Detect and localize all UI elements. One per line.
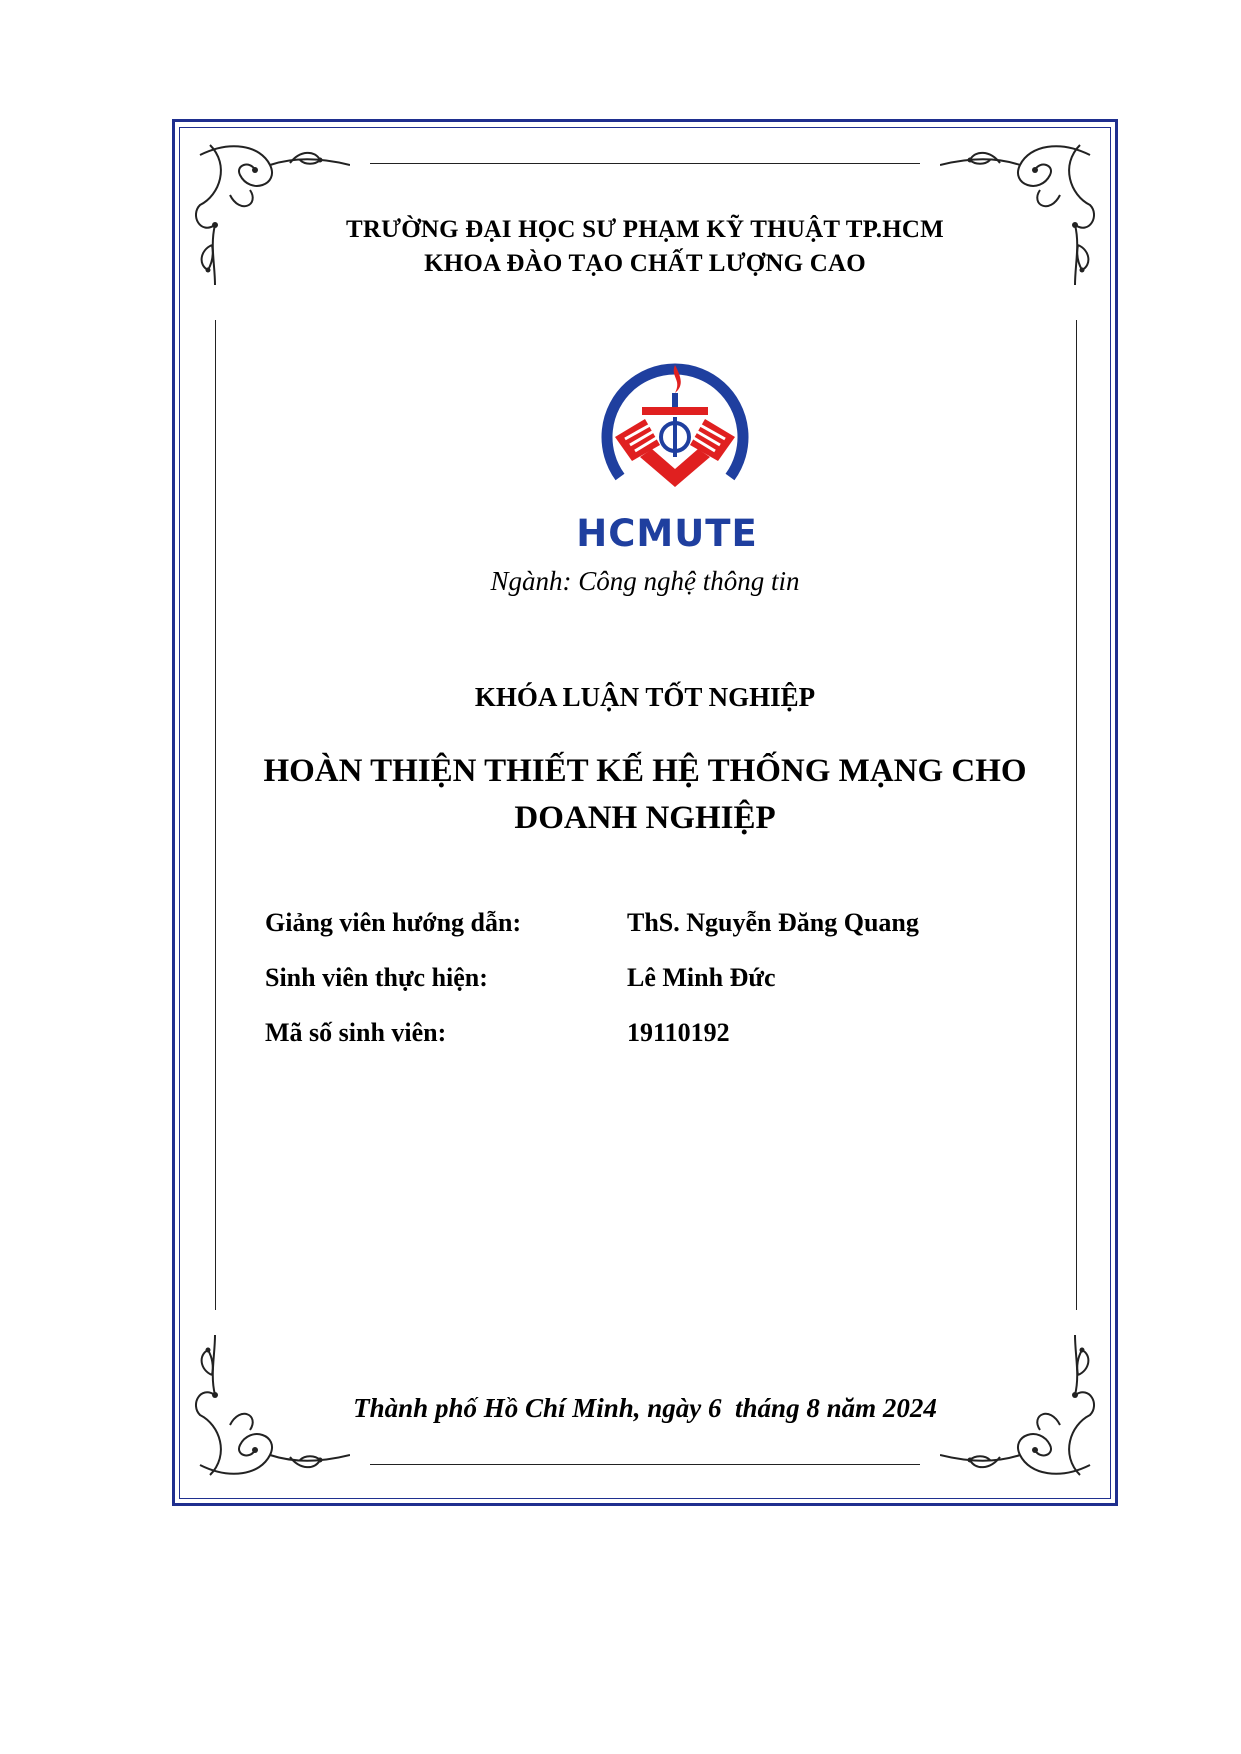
info-label: Giảng viên hướng dẫn: bbox=[265, 908, 522, 937]
info-row-supervisor bbox=[265, 908, 919, 963]
info-row-student bbox=[265, 963, 919, 1018]
thesis-title-line-2: DOANH NGHIỆP bbox=[514, 800, 776, 836]
info-label: Sinh viên thực hiện: bbox=[265, 963, 488, 992]
hcmute-logo-icon bbox=[590, 357, 760, 497]
info-label: Mã số sinh viên: bbox=[265, 1018, 447, 1047]
header bbox=[172, 213, 1118, 281]
major-line: Ngành: Công nghệ thông tin bbox=[490, 566, 800, 596]
info-row-student-id bbox=[265, 1018, 919, 1073]
faculty-name: KHOA ĐÀO TẠO CHẤT LƯỢNG CAO bbox=[424, 250, 866, 277]
info-block bbox=[265, 908, 919, 1073]
info-value: 19110192 bbox=[627, 1018, 730, 1047]
frame-line-top bbox=[370, 163, 920, 164]
thesis-title bbox=[172, 748, 1118, 842]
document-type: KHÓA LUẬN TỐT NGHIỆP bbox=[474, 682, 816, 712]
thesis-title-line-1: HOÀN THIỆN THIẾT KẾ HỆ THỐNG MẠNG CHO bbox=[263, 753, 1027, 789]
university-name: TRƯỜNG ĐẠI HỌC SƯ PHẠM KỸ THUẬT TP.HCM bbox=[346, 216, 944, 243]
frame-line-bottom bbox=[370, 1464, 920, 1465]
date-line: Thành phố Hồ Chí Minh, ngày 6 tháng 8 năm 2024 bbox=[353, 1393, 937, 1423]
logo-text: HCMUTE bbox=[576, 512, 758, 555]
info-value: ThS. Nguyễn Đăng Quang bbox=[627, 908, 919, 937]
info-value: Lê Minh Đức bbox=[627, 963, 776, 992]
